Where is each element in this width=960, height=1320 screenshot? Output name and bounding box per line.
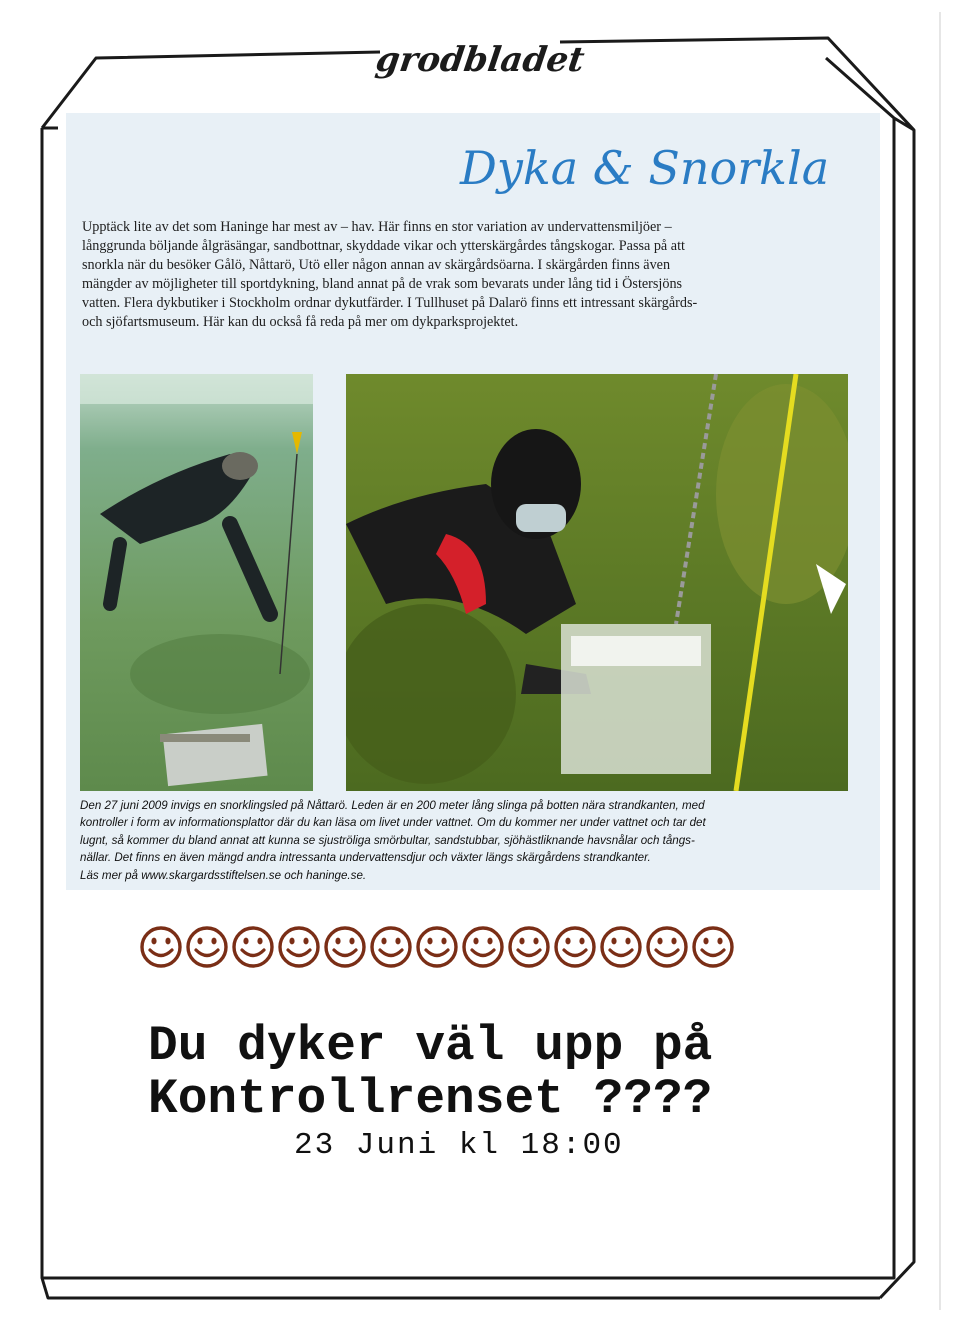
smiley-icon: [276, 922, 322, 972]
smiley-icon: [184, 922, 230, 972]
caption-line: nällar. Det finns en även mängd andra intressanta undervattensdjur och växter längs skärgårdens strandkanter.: [80, 851, 651, 865]
smiley-icon: [644, 922, 690, 972]
smiley-icon: [460, 922, 506, 972]
clipping-title: Dyka & Snorkla: [460, 141, 830, 195]
caption-line: Den 27 juni 2009 invigs en snorklingsled på Nåttarö. Leden är en 200 meter lång slinga på botten nära strandkanten, med: [80, 799, 705, 812]
headline-line-2: Kontrollrenset ????: [148, 1071, 713, 1127]
intro-line: Upptäck lite av det som Haninge har mest av – hav. Här finns en stor variation av undervattensmiljöer –: [82, 219, 672, 235]
smiley-icon: [414, 922, 460, 972]
caption-line: kontroller i form av informationsplattor där du kan läsa om livet under vattnet. Om du kommer ner under vattnet och tar det: [80, 816, 706, 830]
intro-line: vatten. Flera dykbutiker i Stockholm ordnar dykutfärder. I Tullhuset på Dalarö finns ett intressant skärgårds-: [82, 295, 698, 311]
article-clipping: [66, 113, 880, 890]
photo-caption: [80, 797, 820, 884]
headline-line-1: Du dyker väl upp på: [148, 1018, 713, 1074]
smiley-icon: [690, 922, 736, 972]
intro-line: och sjöfartsmuseum. Här kan du också få reda på mer om dykparksprojektet.: [82, 314, 519, 330]
intro-line: långgrunda böljande ålgräsängar, sandbottnar, skyddade vikar och ytterskärgårdes tångskogar. Passa på att: [82, 238, 685, 254]
caption-line: Läs mer på www.skargardsstiftelsen.se och haninge.se.: [80, 868, 367, 882]
intro-line: mängder av möjligheter till sportdykning, bland annat på de vrak som bevarats under lång tid i Östersjöns: [82, 276, 683, 292]
intro-line: snorkla när du besöker Gålö, Nåttarö, Utö eller någon annan av skärgårdsöarna. I skärgården finns även: [82, 257, 671, 273]
smiley-icon: [506, 922, 552, 972]
smiley-row: [138, 922, 828, 974]
caption-line: lugnt, så kommer du bland annat att kunna se sjuströliga smörbultar, sandstubbar, sjöhästliknande havsnålar och tångs-: [80, 833, 695, 847]
smiley-icon: [552, 922, 598, 972]
smiley-icon: [230, 922, 276, 972]
event-date: 23 Juni kl 18:00: [294, 1128, 624, 1163]
headline: [148, 1020, 848, 1126]
snorkeler-photo: [80, 374, 313, 791]
smiley-icon: [138, 922, 184, 972]
masthead-logo: grodbladet: [373, 40, 587, 80]
smiley-icon: [368, 922, 414, 972]
smiley-icon: [598, 922, 644, 972]
diver-photo: [346, 374, 848, 791]
smiley-icon: [322, 922, 368, 972]
clipping-intro: [82, 218, 828, 332]
